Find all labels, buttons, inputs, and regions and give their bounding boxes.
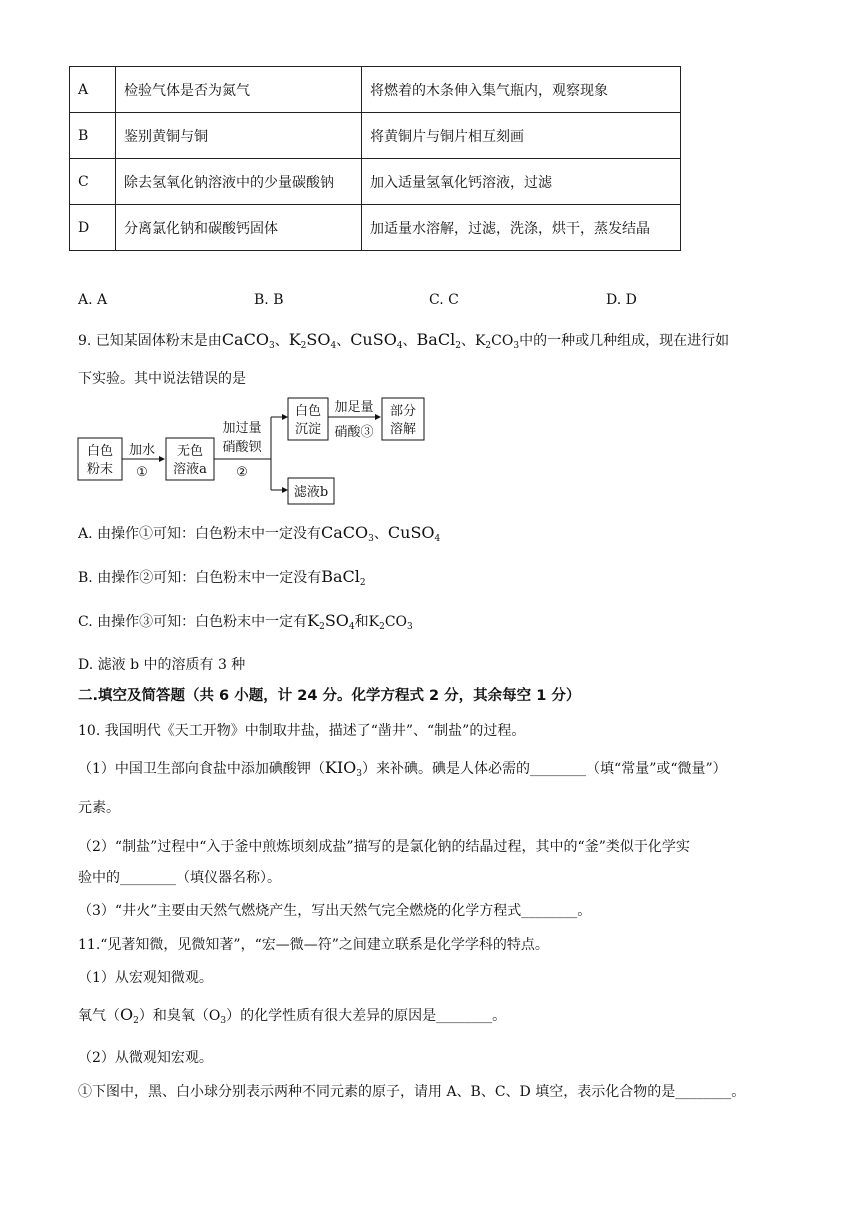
- row-label: A: [70, 67, 116, 113]
- row-method: 将黄铜片与铜片相互刻画: [362, 113, 681, 159]
- step1-text-2: ①: [136, 465, 148, 480]
- row-purpose: 鉴别黄铜与铜: [116, 113, 362, 159]
- q10-part2-line1: （2）“制盐”过程中“入于釜中煎炼顷刻成盐”描写的是氯化钠的结晶过程，其中的“釜”类似于化学实: [78, 839, 690, 855]
- row-purpose: 除去氢氧化钠溶液中的少量碳酸钠: [116, 159, 362, 205]
- step2-text-1: 加过量: [222, 421, 262, 436]
- row-label: D: [70, 205, 116, 251]
- row-purpose: 分离氯化钠和碳酸钙固体: [116, 205, 362, 251]
- q9-stem-line2: 下实验。其中说法错误的是: [78, 371, 246, 387]
- table-row: [70, 67, 681, 113]
- q11-part2: （2）从微观知宏观。: [78, 1050, 213, 1066]
- q11-part1: （1）从宏观知微观。: [78, 970, 213, 986]
- q10-part1: （1）中国卫生部向食盐中添加碘酸钾$(KIO_3)$来补碘。碘是人体必需的________（填“常量”或“微量”）: [78, 758, 727, 779]
- q11-part2-line: ①下图中，黑、白小球分别表示两种不同元素的原子，请用 A、B、C、D 填空，表示化合物的是________。: [78, 1084, 746, 1100]
- row-method: 加入适量氢氧化钙溶液，过滤: [362, 159, 681, 205]
- row-method: 将燃着的木条伸入集气瓶内，观察现象: [362, 67, 681, 113]
- precipitate-text-1: 白色: [294, 404, 322, 419]
- step3-text-1: 加足量: [334, 400, 374, 415]
- options-table: [69, 66, 681, 251]
- q10-stem: 10. 我国明代《天工开物》中制取井盐，描述了“凿井”、“制盐”的过程。: [78, 723, 526, 739]
- row-label: B: [70, 113, 116, 159]
- step2-text-2: 硝酸钡: [222, 440, 262, 455]
- q8-option-c: C. C: [429, 292, 459, 308]
- q9-stem-line1: 9. 已知某固体粉末是由CaCO$_3$、$K_2SO_4$、CuSO$_4$、BaCl$_2$、$K_2CO_3$中的一种或几种组成，现在进行如: [78, 330, 730, 351]
- row-method: 加适量水溶解，过滤，洗涤，烘干，蒸发结晶: [362, 205, 681, 251]
- row-purpose: 检验气体是否为氮气: [116, 67, 362, 113]
- arrow-1-head: [159, 456, 165, 462]
- arrow-filtrate-head: [282, 487, 288, 493]
- section-2-heading: 二.填空及简答题（共 6 小题，计 24 分。化学方程式 2 分，其余每空 1 分）: [78, 688, 581, 704]
- experiment-flow-diagram: [76, 396, 436, 511]
- start-text-1: 白色: [86, 444, 114, 459]
- arrow-3-head: [375, 414, 381, 420]
- solution-text-1: 无色: [176, 444, 204, 459]
- step1-text-1: 加水: [128, 443, 156, 458]
- q8-option-d: D. D: [606, 292, 637, 308]
- step3-text-2: 硝酸③: [334, 425, 374, 440]
- q10-part1-line2: 元素。: [78, 800, 120, 816]
- q10-part2-line2: 验中的________（填仪器名称）。: [78, 870, 281, 886]
- q10-part3: （3）“井火”主要由天然气燃烧产生，写出天然气完全燃烧的化学方程式________。: [78, 903, 592, 919]
- step2-text-3: ②: [236, 465, 248, 480]
- filtrate-text: 滤液b: [293, 485, 329, 500]
- row-label: C: [70, 159, 116, 205]
- q9-option-b: B. 由操作②可知：白色粉末中一定没有BaCl$_2$: [78, 567, 366, 588]
- q11-part1-line: 氧气$(O_2)$和臭氧$(O_3)$的化学性质有很大差异的原因是________。: [78, 1005, 507, 1026]
- q8-option-b: B. B: [254, 292, 284, 308]
- q9-option-a: A. 由操作①可知：白色粉末中一定没有CaCO$_3$、CuSO$_4$: [78, 523, 441, 544]
- arrow-ppt-head: [282, 414, 288, 420]
- table-row: [70, 159, 681, 205]
- q11-stem: 11.“见著知微，见微知著”，“宏—微—符”之间建立联系是化学学科的特点。: [78, 937, 549, 953]
- q9-option-c: C. 由操作③可知：白色粉末中一定有$K_2SO_4$和$K_2CO_3$: [78, 611, 413, 632]
- result-text-2: 溶解: [389, 422, 417, 437]
- q9-option-d: D. 滤液 b 中的溶质有 3 种: [78, 657, 246, 673]
- start-text-2: 粉末: [86, 462, 114, 477]
- table-row: [70, 113, 681, 159]
- q8-option-a: A. A: [78, 292, 108, 308]
- table-row: [70, 205, 681, 251]
- precipitate-text-2: 沉淀: [294, 422, 322, 437]
- result-text-1: 部分: [389, 404, 417, 419]
- solution-text-2: 溶液a: [173, 462, 207, 477]
